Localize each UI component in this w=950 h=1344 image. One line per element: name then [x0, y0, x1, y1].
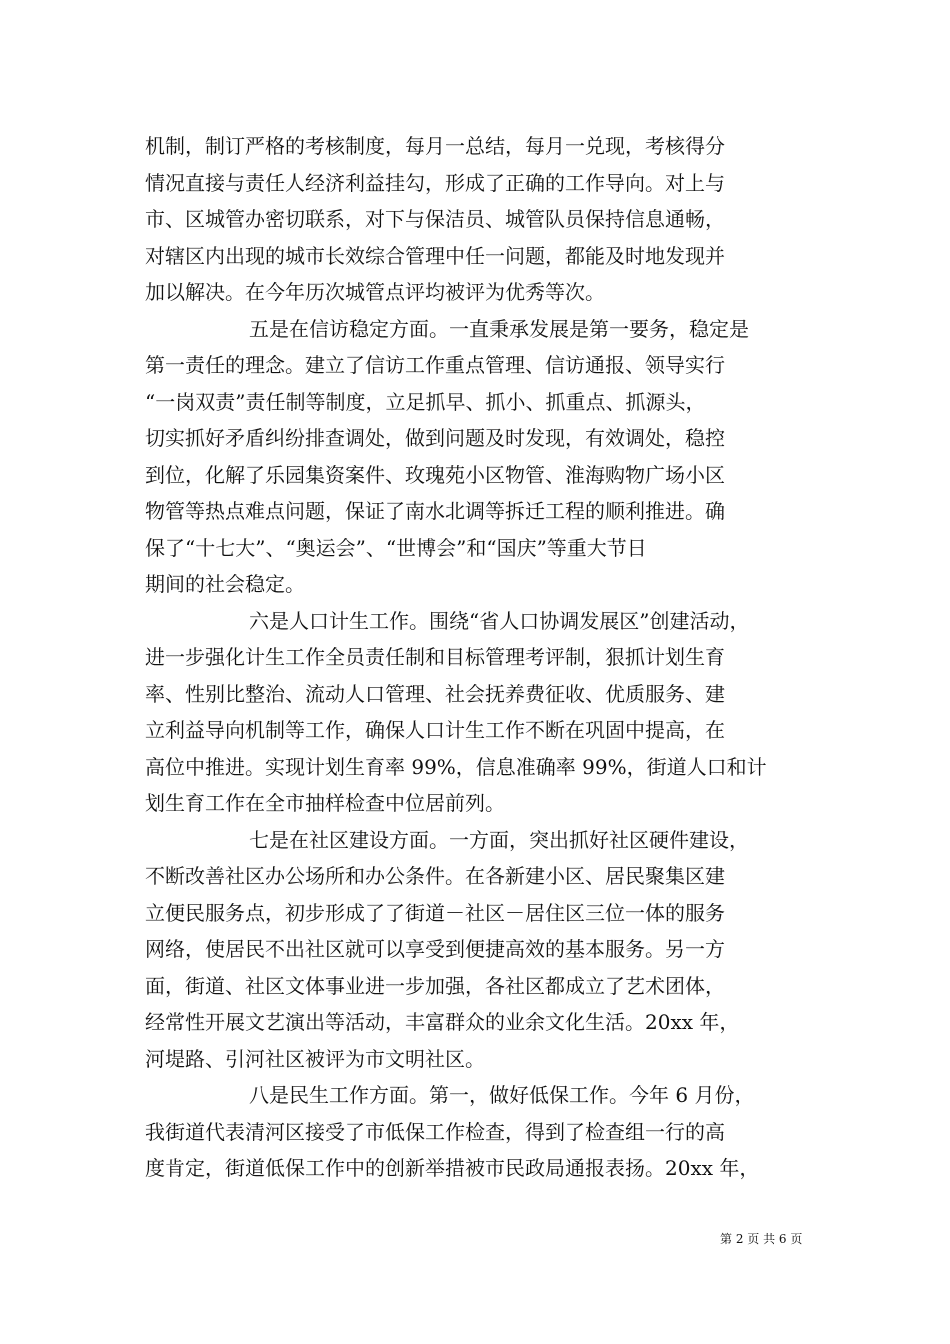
text-line: 不断改善社区办公场所和办公条件。在各新建小区、居民聚集区建	[145, 864, 725, 888]
paragraph-start-line: 六是人口计生工作。围绕“省人口协调发展区”创建活动，	[249, 608, 750, 633]
paragraph-start-line: 五是在信访稳定方面。一直秉承发展是第一要务，稳定是	[249, 316, 749, 341]
text-line: 率、性别比整治、流动人口管理、社会抚养费征收、优质服务、建	[145, 681, 725, 706]
text-line: 面，街道、社区文体事业进一步加强，各社区都成立了艺术团体，	[145, 973, 725, 998]
text-line: 高位中推进。实现计划生育率 99%，信息准确率 99%，街道人口和计	[145, 754, 767, 779]
text-line: 第一责任的理念。建立了信访工作重点管理、信访通报、领导实行	[145, 353, 725, 377]
text-line: 度肯定，街道低保工作中的创新举措被市民政局通报表扬。20xx 年，	[145, 1156, 760, 1180]
text-line: 市、区城管办密切联系，对下与保洁员、城管队员保持信息通畅，	[145, 207, 725, 231]
text-line: 期间的社会稳定。	[145, 572, 305, 596]
text-line: 我街道代表清河区接受了市低保工作检查，得到了检查组一行的高	[145, 1119, 725, 1144]
text-line: 保了“十七大”、“奥运会”、“世博会”和“国庆”等重大节日	[145, 535, 647, 560]
paragraph-start-line: 八是民生工作方面。第一，做好低保工作。今年 6 月份，	[249, 1083, 755, 1107]
text-line: 到位，化解了乐园集资案件、玫瑰苑小区物管、淮海购物广场小区	[145, 462, 725, 487]
text-line: 加以解决。在今年历次城管点评均被评为优秀等次。	[145, 280, 605, 304]
text-line: 划生育工作在全市抽样检查中位居前列。	[145, 791, 505, 815]
text-line: 物管等热点难点问题，保证了南水北调等拆迁工程的顺利推进。确	[145, 499, 725, 523]
text-line: 情况直接与责任人经济利益挂勾，形成了正确的工作导向。对上与	[145, 170, 725, 195]
text-line: 立便民服务点，初步形成了了街道－社区－居住区三位一体的服务	[145, 900, 725, 925]
text-line: “一岗双责”责任制等制度，立足抓早、抓小、抓重点、抓源头，	[145, 389, 706, 414]
text-line: 机制，制订严格的考核制度，每月一总结，每月一兑现，考核得分	[145, 134, 725, 158]
document-body	[145, 128, 825, 1187]
text-line: 网络，使居民不出社区就可以享受到便捷高效的基本服务。另一方	[145, 937, 725, 961]
text-line: 对辖区内出现的城市长效综合管理中任一问题，都能及时地发现并	[145, 243, 725, 268]
text-line: 切实抓好矛盾纠纷排查调处，做到问题及时发现，有效调处，稳控	[145, 426, 725, 450]
page-number: 第 2 页 共 6 页	[720, 1232, 803, 1246]
paragraph-start-line: 七是在社区建设方面。一方面，突出抓好社区硬件建设，	[249, 827, 749, 852]
text-line: 河堤路、引河社区被评为市文明社区。	[145, 1046, 485, 1071]
text-line: 立利益导向机制等工作，确保人口计生工作不断在巩固中提高，在	[145, 718, 725, 742]
text-line: 进一步强化计生工作全员责任制和目标管理考评制，狠抓计划生育	[145, 645, 725, 669]
text-line: 经常性开展文艺演出等活动，丰富群众的业余文化生活。20xx 年，	[145, 1010, 740, 1034]
